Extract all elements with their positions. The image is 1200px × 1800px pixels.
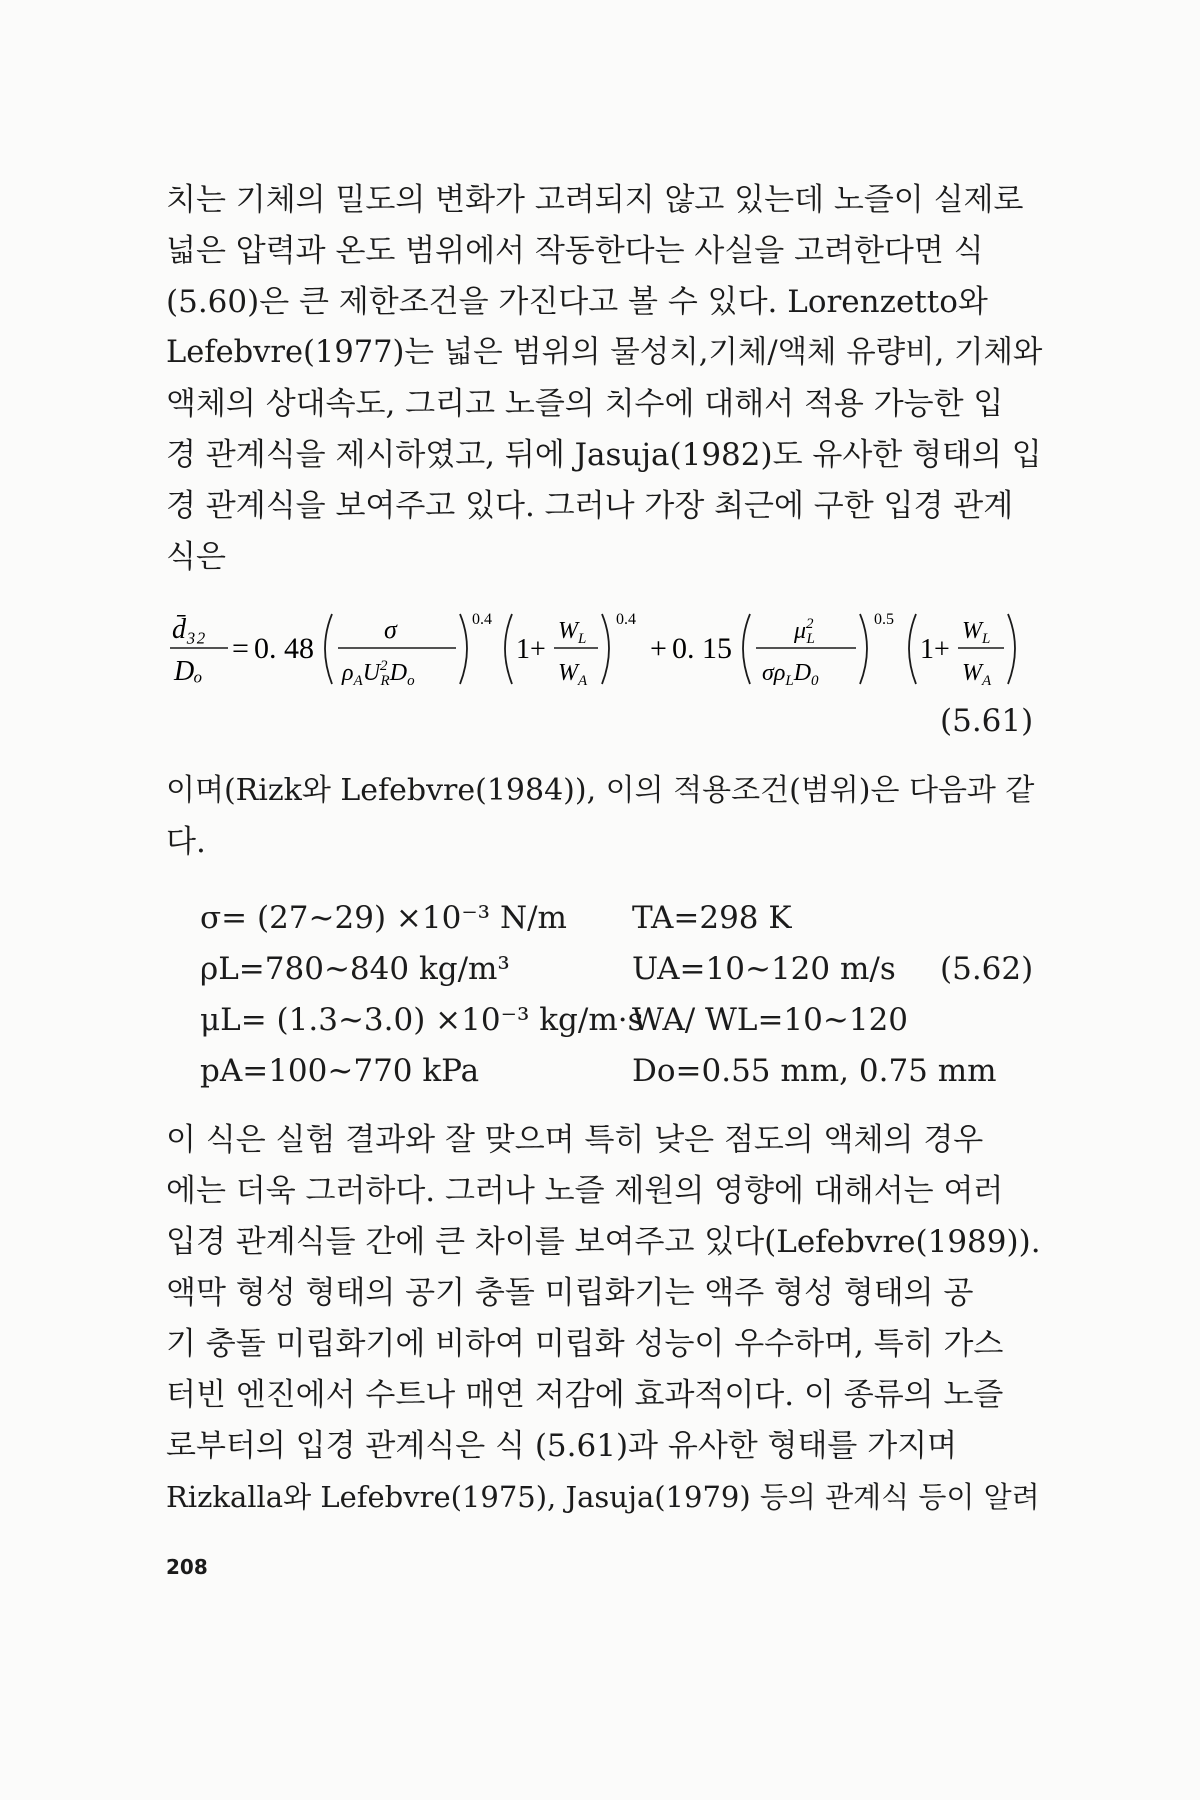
condition-u-a: UA=10~120 m/s <box>632 951 896 987</box>
text-line: 액체의 상대속도, 그리고 노즐의 치수에 대해서 적용 가능한 입 <box>166 386 1004 422</box>
wa-denominator: $W_A$ <box>558 660 588 689</box>
one-plus: 1+ <box>920 634 950 665</box>
right-paren <box>460 614 467 684</box>
text-line: 로부터의 입경 관계식은 식 (5.61)과 유사한 형태를 가지며 <box>166 1428 958 1464</box>
condition-t-a: TA=298 K <box>632 900 792 936</box>
sigma-rho-do-denominator: $\sigma\rho_LD_0$ <box>762 660 819 689</box>
equation-number-5-62: (5.62) <box>940 951 1034 987</box>
right-paren <box>602 614 609 684</box>
exponent: 0.5 <box>874 611 894 628</box>
one-plus: 1+ <box>516 634 546 665</box>
wl-numerator: $W_L$ <box>962 618 991 647</box>
lhs-numerator: d̄₃₂ <box>172 614 206 645</box>
coefficient-1: 0. 48 <box>254 632 314 665</box>
mu-numerator: $\mu^2$ L <box>794 616 815 647</box>
text-line: 이며(Rizk와 Lefebvre(1984)), 이의 적용조건(범위)은 다음과 같 <box>166 773 1035 808</box>
text-line: 경 관계식을 보여주고 있다. 그러나 가장 최근에 구한 입경 관계 <box>166 488 1014 524</box>
equation-graphic <box>166 600 1046 700</box>
condition-d-o: Do=0.55 mm, 0.75 mm <box>632 1053 997 1089</box>
condition-p-a: pA=100~770 kPa <box>200 1053 480 1089</box>
text-line: 기 충돌 미립화기에 비하여 미립화 성능이 우수하며, 특히 가스 <box>166 1326 1004 1362</box>
right-paren <box>1008 614 1015 684</box>
coefficient-2: 0. 15 <box>672 632 732 665</box>
text-line: 넓은 압력과 온도 범위에서 작동한다는 사실을 고려한다면 식 <box>166 233 984 269</box>
condition-rho-l: ρL=780~840 kg/m³ <box>200 951 510 987</box>
page-number: 208 <box>166 1555 208 1579</box>
text-line: 이 식은 실험 결과와 잘 맞으며 특히 낮은 점도의 액체의 경우 <box>166 1122 984 1158</box>
text-line: (5.60)은 큰 제한조건을 가진다고 볼 수 있다. Lorenzetto와 <box>166 284 988 320</box>
equation-number-5-61: (5.61) <box>940 703 1034 739</box>
lhs-denominator: Dₒ <box>174 656 203 687</box>
text-line: Lefebvre(1977)는 넓은 범위의 물성치,기체/액체 유량비, 기체와 <box>166 335 1043 370</box>
exponent: 0.4 <box>616 611 636 628</box>
text-line: 터빈 엔진에서 수트나 매연 저감에 효과적이다. 이 종류의 노즐 <box>166 1377 1004 1413</box>
text-line: 입경 관계식들 간에 큰 차이를 보여주고 있다(Lefebvre(1989)). <box>166 1224 1041 1260</box>
left-paren <box>505 614 512 684</box>
condition-wa-wl: WA/ WL=10~120 <box>632 1002 909 1038</box>
left-paren <box>909 614 916 684</box>
plus-sign: + <box>650 632 667 665</box>
right-paren <box>860 614 867 684</box>
text-line: 식은 <box>166 539 226 575</box>
text-line: Rizkalla와 Lefebvre(1975), Jasuja(1979) 등의 관계식 등이 알려 <box>166 1480 1040 1514</box>
text-line: 액막 형성 형태의 공기 충돌 미립화기는 액주 형성 형태의 공 <box>166 1275 974 1311</box>
condition-sigma: σ= (27~29) ×10⁻³ N/m <box>200 900 567 936</box>
exponent: 0.4 <box>472 611 492 628</box>
wa-denominator: $W_A$ <box>962 660 992 689</box>
sigma-numerator: σ <box>384 615 397 644</box>
rhoa-ur-do-denominator: $\rho_AU^2$ $RD_o$ <box>342 658 415 689</box>
text-line: 치는 기체의 밀도의 변화가 고려되지 않고 있는데 노즐이 실제로 <box>166 182 1024 218</box>
left-paren <box>325 614 332 684</box>
equation-5-61 <box>166 600 1046 700</box>
left-paren <box>743 614 750 684</box>
equals-sign: = <box>232 632 249 665</box>
text-line: 다. <box>166 824 206 860</box>
text-line: 경 관계식을 제시하였고, 뒤에 Jasuja(1982)도 유사한 형태의 입 <box>166 437 1042 473</box>
condition-mu-l: μL= (1.3~3.0) ×10⁻³ kg/m·s <box>200 1002 644 1038</box>
text-line: 에는 더욱 그러하다. 그러나 노즐 제원의 영향에 대해서는 여러 <box>166 1173 1004 1209</box>
wl-numerator: $W_L$ <box>558 618 587 647</box>
